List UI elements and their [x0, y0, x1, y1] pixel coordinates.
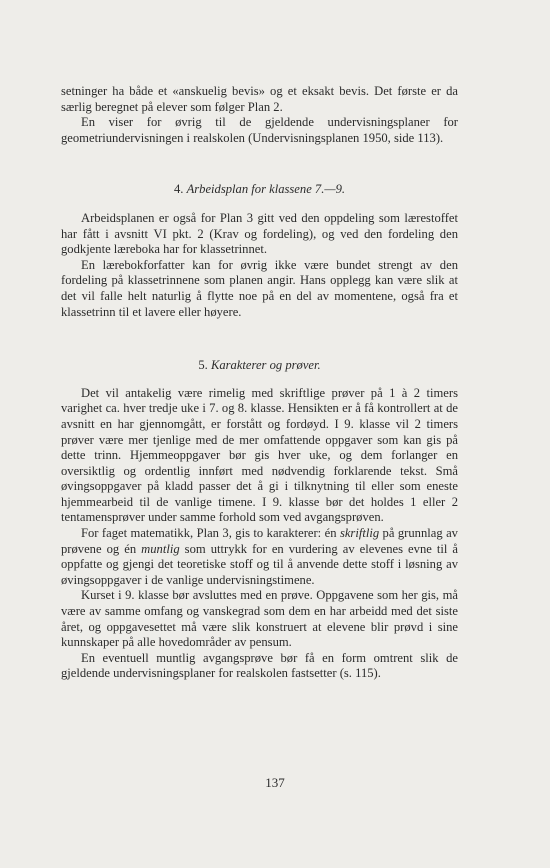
section-heading-4: [61, 182, 458, 198]
page-number: 137: [265, 775, 285, 790]
body-paragraph: Kurset i 9. klasse bør avsluttes med en prøve. Oppgavene som her gis, må være av samme omfang og vanskegrad som dem en har arbeidd med det siste året, og oppgavesettet må være slik konstruert at elevene blir prøvd i sine kunnskaper på alle hovedområder av pensum.: [61, 588, 458, 650]
emphasis-oral: muntlig: [141, 541, 180, 556]
text-run: For faget matematikk, Plan 3, gis to karakterer: én: [81, 526, 340, 541]
section-title: Karakterer og prøver.: [210, 358, 321, 373]
section-number: 4.: [173, 182, 184, 197]
body-paragraph: setninger ha både et «anskuelig bevis» og et eksakt bevis. Det første er da særlig beregnet på elever som følger Plan 2.: [61, 84, 458, 114]
emphasis-written: skriftlig: [339, 526, 380, 541]
body-paragraph: Arbeidsplanen er også for Plan 3 gitt ved den oppdeling som lærestoffet har fått i avsnitt VI pkt. 2 (Krav og fordeling), og ved den fordeling den godkjente læreboka har for klassetrinnet.: [61, 210, 458, 257]
section-heading-5: [61, 358, 458, 374]
text-run: som uttrykk for en vurdering av elevenes evne til å oppfatte og gjengi det teoretiske stoff og til å anvende dette stoff i løsning av øvingsoppgaver i de vanlige undervisningstimene.: [61, 541, 458, 587]
section-title: Arbeidsplan for klassene 7.—9.: [186, 182, 346, 197]
body-paragraph: Det vil antakelig være rimelig med skriftlige prøver på 1 à 2 timers varighet ca. hver tredje uke i 7. og 8. klasse. Hensikten er å få kontrollert at de avsnitt en har gjennomgått, er forstått og fordøyd. I 9. klasse vil 2 timers prøver være mer tjenlige med de mer omfattende oppgaver som kan gis på dette trinn. Hjemmeoppgaver bør gis hver uke, og dem forlanger en oversiktlig og ordentlig innført med nødvendig forklarende tekst. Små øvingsoppgaver på kladd passer det å gi i tilknytning til eller som eneste hjemmearbeid til de vanlige timene. I 9. klasse bør det holdes 1 eller 2 tentamensprøver under samme forhold som ved avgangsprøven.: [61, 385, 458, 525]
body-paragraph: [61, 526, 458, 588]
body-paragraph: En lærebokforfatter kan for øvrig ikke være bundet strengt av den fordeling på klassetrinnene som planen angir. Hans opplegg kan være slik at det vil falle helt naturlig å flytte noe på en del av momentene, også fra et klassetrinn til et lavere eller høyere.: [61, 257, 458, 319]
section-number: 5.: [198, 358, 208, 373]
text-run: på grunnlag av prøvene og én: [61, 526, 458, 556]
body-paragraph: En eventuell muntlig avgangsprøve bør få en form omtrent slik de gjeldende undervisningsplaner for realskolen fastsetter (s. 115).: [61, 650, 458, 681]
body-paragraph: En viser for øvrig til de gjeldende undervisningsplaner for geometriundervisningen i realskolen (Undervisningsplanen 1950, side 113).: [61, 115, 458, 145]
